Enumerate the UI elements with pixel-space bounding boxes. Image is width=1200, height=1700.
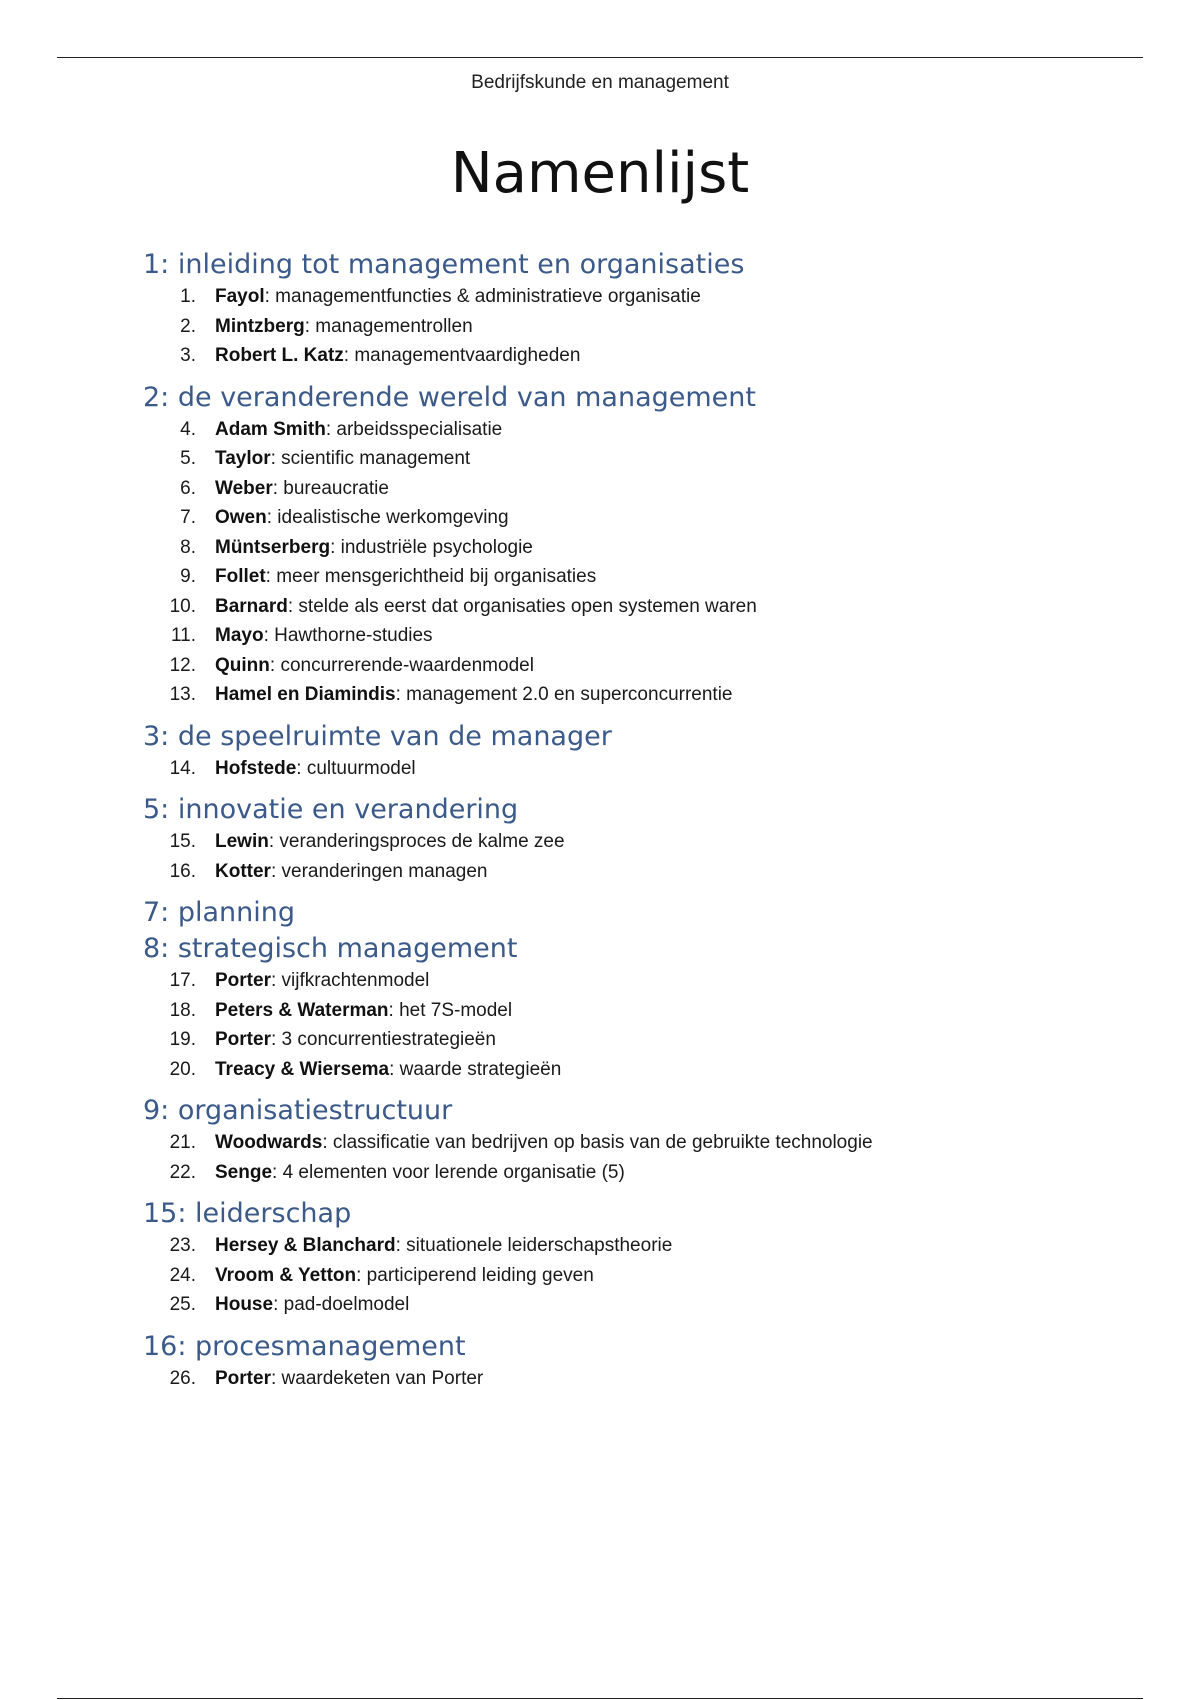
item-number: 5. — [180, 448, 196, 469]
list-item — [143, 1158, 1143, 1188]
page-title: Namenlijst — [450, 141, 750, 206]
list-item — [143, 503, 1143, 533]
theory-description: : idealistische werkomgeving — [266, 507, 509, 528]
chapter-section — [143, 1330, 1143, 1394]
theorist-name: Woodwards — [215, 1132, 323, 1153]
item-number: 15. — [169, 831, 196, 852]
theory-description: : bureaucratie — [272, 477, 389, 499]
chapter-heading: 8: strategisch management — [143, 933, 518, 964]
list-item — [143, 857, 1143, 887]
item-number: 22. — [169, 1161, 196, 1183]
item-number: 6. — [180, 477, 196, 499]
chapter-section — [143, 720, 1143, 784]
list-item — [143, 444, 1143, 474]
item-number: 3. — [180, 345, 196, 366]
item-number: 23. — [169, 1235, 196, 1256]
chapter-entries — [143, 1231, 1143, 1320]
chapter-entries — [143, 282, 1143, 371]
chapter-heading: 7: planning — [143, 897, 296, 928]
theory-description: : waardeketen van Porter — [270, 1367, 484, 1389]
theory-description: : veranderingsproces de kalme zee — [268, 831, 565, 852]
theorist-name: Hersey & Blanchard — [215, 1235, 396, 1256]
theory-description: : managementfuncties & administratieve organisatie — [264, 286, 701, 307]
list-item — [143, 1231, 1143, 1261]
item-number: 17. — [169, 970, 196, 991]
theory-description: : participerend leiding geven — [356, 1264, 594, 1286]
chapter-entries — [143, 754, 1143, 784]
theorist-name: Fayol — [215, 286, 265, 307]
theorist-name: Mintzberg — [215, 315, 305, 337]
item-number: 21. — [169, 1132, 196, 1153]
list-item — [143, 1055, 1143, 1085]
list-item — [143, 1364, 1143, 1394]
theory-description: : waarde strategieën — [389, 1058, 562, 1080]
theory-description: : stelde als eerst dat organisaties open systemen waren — [287, 595, 757, 617]
theory-description: : 4 elementen voor lerende organisatie (5) — [272, 1161, 625, 1183]
chapter-section — [143, 896, 1143, 930]
chapter-heading: 2: de veranderende wereld van management — [143, 381, 756, 413]
list-item — [143, 312, 1143, 342]
item-number: 18. — [169, 999, 196, 1021]
theory-description: : cultuurmodel — [296, 757, 416, 779]
theorist-name: Hofstede — [215, 757, 297, 779]
list-item — [143, 562, 1143, 592]
running-header: Bedrijfskunde en management — [471, 72, 729, 93]
chapter-section — [143, 381, 1143, 710]
theory-description: : arbeidsspecialisatie — [325, 418, 503, 440]
item-number: 26. — [169, 1367, 196, 1389]
list-item — [143, 1025, 1143, 1055]
chapter-heading: 5: innovatie en verandering — [143, 794, 519, 825]
theory-description: : classificatie van bedrijven op basis van de gebruikte technologie — [322, 1132, 873, 1153]
item-number: 11. — [170, 625, 196, 646]
theory-description: : Hawthorne-studies — [263, 625, 433, 646]
list-item — [143, 592, 1143, 622]
list-item — [143, 754, 1143, 784]
footer-rule — [57, 1698, 1143, 1699]
item-number: 4. — [180, 418, 196, 440]
theorist-name: Mayo — [215, 625, 264, 646]
list-item — [143, 827, 1143, 857]
item-number: 7. — [180, 507, 196, 528]
theorist-name: Vroom & Yetton — [215, 1264, 357, 1286]
list-item — [143, 282, 1143, 312]
theory-description: : managementrollen — [304, 315, 473, 337]
theory-description: : managementvaardigheden — [343, 345, 581, 366]
chapter-section — [143, 932, 1143, 1084]
theory-description: : management 2.0 en superconcurrentie — [395, 684, 733, 705]
chapter-entries — [143, 1128, 1143, 1187]
list-item — [143, 533, 1143, 563]
theory-description: : meer mensgerichtheid bij organisaties — [265, 566, 597, 587]
chapter-heading: 1: inleiding tot management en organisaties — [143, 249, 745, 280]
list-item — [143, 1128, 1143, 1158]
theorist-name: Senge — [215, 1161, 273, 1183]
theorist-name: Porter — [215, 1367, 271, 1389]
theory-description: : 3 concurrentiestrategieën — [270, 1029, 496, 1050]
list-item — [143, 966, 1143, 996]
chapter-heading: 15: leiderschap — [143, 1198, 352, 1229]
theorist-name: Hamel en Diamindis — [215, 684, 396, 705]
theorist-name: Follet — [215, 566, 266, 587]
list-item — [143, 341, 1143, 371]
name-list — [143, 248, 1143, 1403]
theorist-name: Kotter — [215, 860, 271, 882]
theory-description: : pad-doelmodel — [273, 1294, 410, 1315]
item-number: 16. — [169, 860, 196, 882]
chapter-section — [143, 248, 1143, 371]
item-number: 25. — [169, 1294, 196, 1315]
theorist-name: Robert L. Katz — [215, 345, 344, 366]
item-number: 13. — [169, 684, 196, 705]
item-number: 8. — [180, 536, 196, 558]
list-item — [143, 1261, 1143, 1291]
item-number: 19. — [169, 1029, 196, 1050]
list-item — [143, 680, 1143, 710]
theorist-name: Weber — [215, 477, 273, 499]
header-rule — [57, 57, 1143, 58]
list-item — [143, 651, 1143, 681]
chapter-section — [143, 793, 1143, 886]
theorist-name: Lewin — [215, 831, 269, 852]
item-number: 2. — [180, 315, 196, 337]
theorist-name: House — [215, 1294, 274, 1315]
list-item — [143, 996, 1143, 1026]
item-number: 1. — [180, 286, 196, 307]
chapter-section — [143, 1094, 1143, 1187]
list-item — [143, 1290, 1143, 1320]
list-item — [143, 474, 1143, 504]
theory-description: : vijfkrachtenmodel — [270, 970, 430, 991]
theorist-name: Barnard — [215, 595, 288, 617]
theory-description: : concurrerende-waardenmodel — [269, 654, 534, 676]
item-number: 10. — [169, 595, 196, 617]
theorist-name: Peters & Waterman — [215, 999, 389, 1021]
item-number: 14. — [169, 757, 196, 779]
chapter-entries — [143, 415, 1143, 710]
theory-description: : industriële psychologie — [330, 536, 533, 558]
theorist-name: Quinn — [215, 654, 270, 676]
chapter-heading: 16: procesmanagement — [143, 1330, 466, 1362]
item-number: 24. — [169, 1264, 196, 1286]
theorist-name: Adam Smith — [215, 418, 326, 440]
theory-description: : situationele leiderschapstheorie — [395, 1235, 673, 1256]
theory-description: : het 7S-model — [388, 999, 513, 1021]
chapter-entries — [143, 827, 1143, 886]
theorist-name: Treacy & Wiersema — [215, 1058, 390, 1080]
chapter-entries — [143, 1364, 1143, 1394]
chapter-section — [143, 1197, 1143, 1320]
theorist-name: Owen — [215, 507, 267, 528]
theorist-name: Porter — [215, 970, 271, 991]
theorist-name: Taylor — [215, 448, 271, 469]
item-number: 12. — [169, 654, 196, 676]
chapter-heading: 3: de speelruimte van de manager — [143, 720, 612, 752]
chapter-entries — [143, 966, 1143, 1084]
list-item — [143, 415, 1143, 445]
list-item — [143, 621, 1143, 651]
theory-description: : veranderingen managen — [270, 860, 488, 882]
item-number: 20. — [169, 1058, 196, 1080]
chapter-heading: 9: organisatiestructuur — [143, 1095, 453, 1126]
theory-description: : scientific management — [270, 448, 471, 469]
item-number: 9. — [180, 566, 196, 587]
theorist-name: Müntserberg — [215, 536, 331, 558]
theorist-name: Porter — [215, 1029, 271, 1050]
